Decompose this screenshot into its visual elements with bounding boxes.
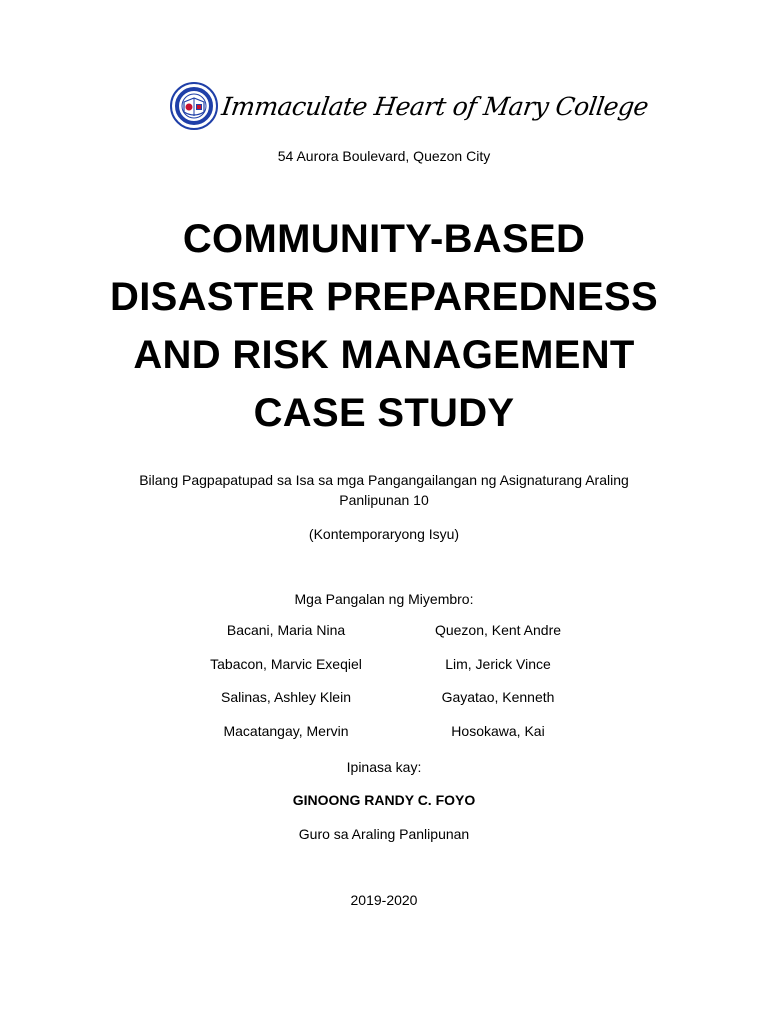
title-line: CASE STUDY [253, 391, 515, 435]
member-name: Bacani, Maria Nina [226, 622, 346, 638]
member-row [0, 656, 768, 690]
member-row [0, 723, 768, 757]
member-name: Gayatao, Kenneth [441, 689, 555, 705]
college-seal-icon [170, 82, 218, 130]
members-heading: Mga Pangalan ng Miyembro: [294, 591, 474, 607]
members-list [0, 622, 768, 756]
member-name: Tabacon, Marvic Exeqiel [210, 655, 362, 672]
document-title [0, 210, 768, 442]
requirement-statement [0, 470, 768, 510]
submitted-to-label: Ipinasa kay: [346, 759, 422, 775]
teacher-name: GINOONG RANDY C. FOYO [292, 792, 476, 808]
member-name: Salinas, Ashley Klein [221, 689, 351, 705]
requirement-line: Panlipunan 10 [339, 492, 429, 508]
school-year: 2019-2020 [350, 892, 418, 908]
requirement-line: Bilang Pagpapatupad sa Isa sa mga Pangangailangan ng Asignaturang Araling [139, 472, 629, 488]
title-line: DISASTER PREPAREDNESS [110, 275, 658, 319]
member-name: Macatangay, Mervin [223, 722, 349, 739]
member-row [0, 689, 768, 723]
subject-label: (Kontemporaryong Isyu) [308, 526, 460, 542]
college-name: Immaculate Heart of Mary College [219, 91, 651, 121]
document-header [170, 82, 651, 130]
college-address: 54 Aurora Boulevard, Quezon City [277, 148, 491, 164]
title-line: AND RISK MANAGEMENT [133, 333, 635, 377]
member-row [0, 622, 768, 656]
member-name: Hosokawa, Kai [451, 722, 545, 739]
title-line: COMMUNITY-BASED [182, 217, 586, 261]
member-name: Lim, Jerick Vince [445, 655, 551, 672]
teacher-role: Guro sa Araling Panlipunan [298, 826, 470, 842]
member-name: Quezon, Kent Andre [434, 622, 562, 638]
